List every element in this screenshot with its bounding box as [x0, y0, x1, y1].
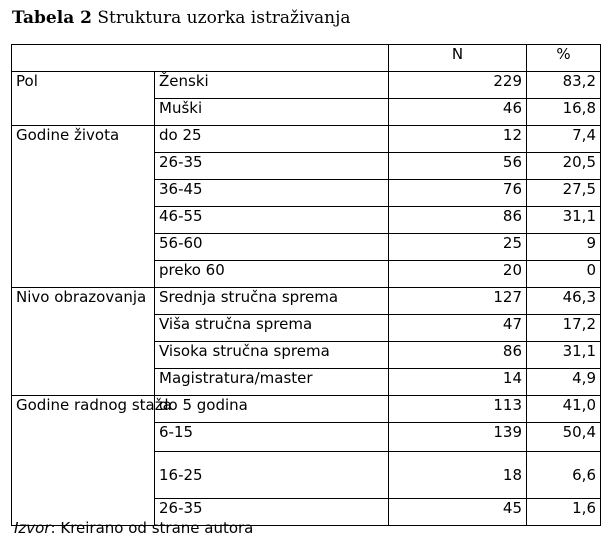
row-n: 12 [389, 126, 527, 153]
row-item: 56-60 [155, 234, 389, 261]
row-item: do 5 godina [155, 396, 389, 423]
row-item: 36-45 [155, 180, 389, 207]
row-item: preko 60 [155, 261, 389, 288]
row-item: 16-25 [155, 452, 389, 499]
header-row [12, 45, 601, 72]
row-n: 46 [389, 99, 527, 126]
row-percent: 6,6 [527, 452, 601, 499]
row-percent: 16,8 [527, 99, 601, 126]
row-percent: 1,6 [527, 499, 601, 526]
row-item: do 25 [155, 126, 389, 153]
table-row [12, 288, 601, 315]
caption-text: Struktura uzorka istraživanja [97, 8, 351, 28]
row-n: 127 [389, 288, 527, 315]
row-n: 86 [389, 342, 527, 369]
row-n: 14 [389, 369, 527, 396]
row-percent: 20,5 [527, 153, 601, 180]
row-percent: 31,1 [527, 342, 601, 369]
row-percent: 50,4 [527, 423, 601, 452]
row-percent: 0 [527, 261, 601, 288]
row-item: Muški [155, 99, 389, 126]
table-caption [12, 6, 351, 30]
row-item: Viša stručna sprema [155, 315, 389, 342]
row-item: 26-35 [155, 153, 389, 180]
table-row [12, 126, 601, 153]
source-text: : Kreirano od strane autora [50, 519, 254, 537]
row-item: 46-55 [155, 207, 389, 234]
row-item: Srednja stručna sprema [155, 288, 389, 315]
row-n: 139 [389, 423, 527, 452]
header-percent: % [527, 45, 601, 72]
row-item: Ženski [155, 72, 389, 99]
row-percent: 31,1 [527, 207, 601, 234]
row-percent: 7,4 [527, 126, 601, 153]
row-item: 26-35 [155, 499, 389, 526]
table-row [12, 72, 601, 99]
row-percent: 27,5 [527, 180, 601, 207]
table-row [12, 396, 601, 423]
header-blank-cell [12, 45, 389, 72]
group-label-nivo-obrazovanja: Nivo obrazovanja [12, 288, 155, 396]
sample-structure-table [11, 44, 601, 526]
row-percent: 9 [527, 234, 601, 261]
row-percent: 46,3 [527, 288, 601, 315]
row-n: 56 [389, 153, 527, 180]
row-item: Magistratura/master [155, 369, 389, 396]
row-n: 25 [389, 234, 527, 261]
row-n: 113 [389, 396, 527, 423]
group-label-godine-radnog-staza: Godine radnog staža [12, 396, 155, 526]
header-n: N [389, 45, 527, 72]
row-percent: 17,2 [527, 315, 601, 342]
row-percent: 83,2 [527, 72, 601, 99]
row-n: 76 [389, 180, 527, 207]
row-n: 47 [389, 315, 527, 342]
row-n: 45 [389, 499, 527, 526]
row-item: 6-15 [155, 423, 389, 452]
row-n: 229 [389, 72, 527, 99]
group-label-godine-zivota: Godine života [12, 126, 155, 288]
row-n: 20 [389, 261, 527, 288]
row-n: 86 [389, 207, 527, 234]
group-label-pol: Pol [12, 72, 155, 126]
row-percent: 4,9 [527, 369, 601, 396]
row-n: 18 [389, 452, 527, 499]
row-item: Visoka stručna sprema [155, 342, 389, 369]
row-percent: 41,0 [527, 396, 601, 423]
source-note [14, 518, 253, 538]
source-label: Izvor [14, 519, 51, 537]
caption-label: Tabela 2 [12, 8, 92, 28]
